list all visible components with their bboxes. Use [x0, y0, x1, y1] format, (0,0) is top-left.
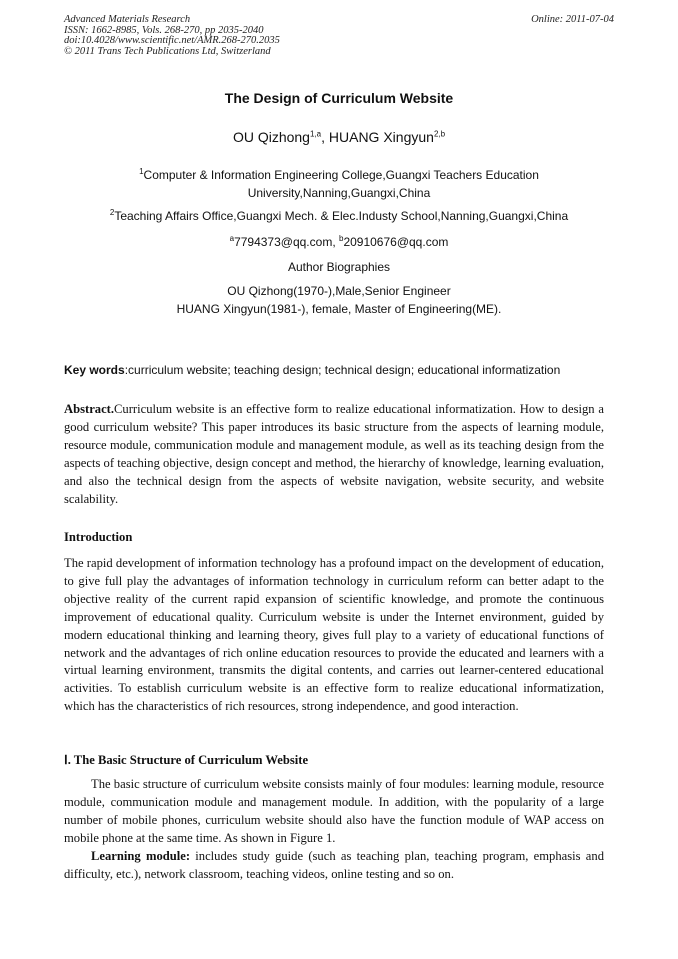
- introduction-text: The rapid development of information technology has a profound impact on the development of education, to give full play the advantages of information technology in curriculum reform can better adapt to the objective reality of the current rapid expansion of scientific knowledge, and promote the continuous improvement of educational quality. Curriculum website is under the Internet environment, guided by modern educational thinking and learning theory, gives full play to a variety of educational functions of network and the advantages of rich online education resources to provide the educated and learners with a virtual learning environment, transmits the digital contents, and carries out learner-centered educational activities. To establish curriculum website is an effective form to realize educational informatization, which has the characteristics of rich resources, strong independence, and good interaction.: [64, 556, 604, 714]
- learning-module-label: Learning module:: [91, 849, 191, 863]
- affiliation-1-line1: Computer & Information Engineering College,Guangxi Teachers Education: [143, 168, 539, 182]
- biography-1: OU Qizhong(1970-),Male,Senior Engineer: [227, 284, 451, 298]
- author-1: OU Qizhong: [232, 129, 310, 145]
- abstract: [64, 401, 604, 508]
- keywords-text: :curriculum website; teaching design; technical design; educational informatization: [124, 363, 561, 377]
- affiliation-2-text: Teaching Affairs Office,Guangxi Mech. & Elec.Industy School,Nanning,Guangxi,China: [114, 209, 569, 223]
- biography-2: HUANG Xingyun(1981-), female, Master of Engineering(ME).: [176, 302, 502, 316]
- abstract-text: Curriculum website is an effective form to realize educational informatization. How to design a good curriculum website? This paper introduces its basic structure from the aspects of learning module, resource module, communication module and management module, as well as its teaching design from the aspects of teaching objective, design concept and method, the hierarchy of knowledge, learning evaluation, and also the technical design from the aspects of website navigation, website security, and website scalability.: [64, 402, 604, 506]
- author-2-affiliation: 2,b: [433, 129, 446, 139]
- biographies-heading: Author Biographies: [287, 260, 391, 274]
- online-date: Online: 2011-07-04: [531, 14, 614, 25]
- paper-title: The Design of Curriculum Website: [224, 90, 454, 106]
- affiliation-1-cont: University,Nanning,Guangxi,China: [247, 186, 431, 200]
- journal-meta: [64, 15, 280, 57]
- section-1-paragraph-2: [64, 848, 604, 884]
- keywords-label: Key words: [64, 363, 125, 377]
- affiliation-1-mark: 1: [139, 167, 144, 176]
- introduction-heading: Introduction: [64, 530, 133, 544]
- affiliation-1: [0, 166, 678, 184]
- section-1-paragraph-1: The basic structure of curriculum website consists mainly of four modules: learning module, resource module, communication module and management module. In addition, with the popularity of a large number of mobile phones, curriculum website should also have the function module of WAP access on mobile phone at the same time. As shown in Figure 1.: [64, 777, 604, 845]
- email-b-mark: b: [338, 234, 344, 243]
- journal-name: Advanced Materials Research: [64, 14, 191, 25]
- keywords: [64, 363, 624, 377]
- email-line: [0, 233, 678, 251]
- section-1-title: The Basic Structure of Curriculum Website: [73, 753, 309, 767]
- abstract-label: Abstract.: [64, 402, 115, 416]
- author-line: [0, 129, 678, 145]
- author-separator: ,: [321, 129, 329, 145]
- email-a: 7794373@qq.com,: [234, 235, 339, 249]
- journal-doi: doi:10.4028/www.scientific.net/AMR.268-270.2035: [64, 35, 280, 46]
- email-a-mark: a: [229, 234, 235, 243]
- affiliation-2-mark: 2: [109, 208, 115, 217]
- email-b: 20910676@qq.com: [343, 235, 449, 249]
- learning-module-text: includes study guide (such as teaching plan, teaching program, emphasis and difficulty, etc.), network classroom, teaching videos, online testing and so on.: [64, 849, 604, 881]
- section-1-number: Ⅰ.: [64, 753, 71, 767]
- affiliation-2: [0, 207, 678, 225]
- author-2: HUANG Xingyun: [328, 129, 434, 145]
- author-1-affiliation: 1,a: [309, 129, 322, 139]
- journal-copyright: © 2011 Trans Tech Publications Ltd, Switzerland: [64, 45, 271, 57]
- section-1-heading: [64, 752, 308, 768]
- journal-issn: ISSN: 1662-8985, Vols. 268-270, pp 2035-2040: [64, 24, 264, 36]
